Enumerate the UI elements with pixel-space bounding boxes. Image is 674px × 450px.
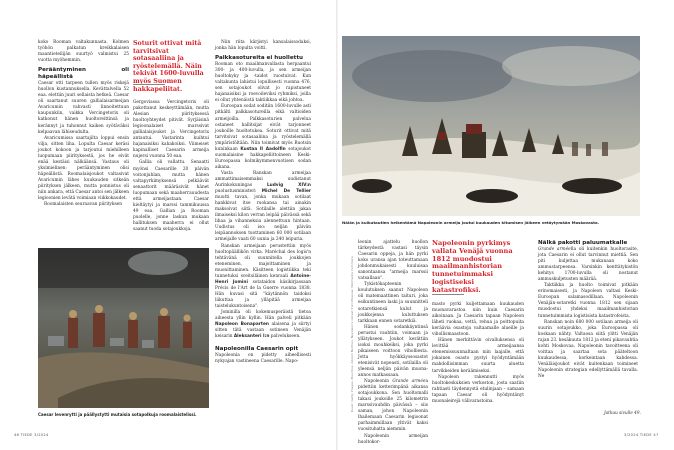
paragraph: Napoleonin armeijan huoltokor-	[358, 433, 428, 445]
paragraph: Rooman oto maailmanvallasta herpaantui 300- ja 400-luvulla, ja sen armeijan huoltokyky ja -taidot ruostuivat. Kun valtakunta lahistui lopullisesti vuonna 476, sen sotajoukot olivat jo rapistuneet hajanaisiksi ja roevoileviksi ryhmiksi, joilla ei ollut yhtenäistä taktiikkaa eikä johtoa.	[215, 62, 311, 104]
left-page-column-3	[215, 40, 311, 365]
text-run: puolustusministeri	[215, 189, 256, 195]
paragraph: Niin riita kärjistyi kansalaissodaksi, jonka hän lopulta voitti.	[215, 40, 311, 52]
photo-roman-soldiers	[38, 248, 209, 408]
paragraph: Tykistökapteenin koulutuksen saanut Napoleon oli matemaattinen taituri, joka esikuntineen laski ja suunnitteli sotaretkiensä kulut ja joukkojensa kuluttuksen tarkkaan ennen sotaretkiä.	[358, 282, 428, 324]
right-page-column-1	[358, 240, 428, 446]
paragraph: Napoleon rakennutti myös huoltokeskuksien verkoston, josta saatiin rahtiasti täydennystä etulinjaan – samaan tapaan Caesar oli hyödyntänyt muonaleirejä välivarastoina.	[432, 374, 524, 404]
left-page-column-1	[38, 40, 129, 208]
name-highlight: Antoine-Henri Jomini	[215, 273, 311, 285]
text-run: sotataidon käsikirjassaan Précis de l'Art de la Guerre vuonna 1838. Hän kuvasi sitä "käytännön taidoksi liikuttaa ja ylläpitää armeijaa taistelukuntoisena".	[215, 279, 311, 309]
paragraph	[538, 247, 638, 283]
name-highlight: Ludvig XIV:n	[266, 183, 311, 189]
page-gutter	[336, 0, 338, 450]
text-run: sotajoukot suomalaisine hakkapeliittoineen Keski-Euroopassa kolmikymmenvuotisen sodan aikana.	[215, 146, 311, 170]
paragraph: Roomalaisten seuraavan piirityksen	[44, 202, 122, 208]
painting-napoleon-retreat	[342, 36, 640, 216]
right-page-column-2	[432, 302, 524, 405]
paragraph: Gergoviassa Vercingetorix oli pakottanut keskeyttämään, mutta Alesian piirityksessä huoltoyhteydet pitivät. Syrjäisinä legioonalaiset marssivat gallialaisjoukot ja Vercingetorix antautui. Vastarinta kuihtui hajanaisiksi kahakoiksi. Viimeiset kapinalliset Caesarin armeija nujersi vuonna 50 eaa.	[133, 100, 209, 160]
page-folio-right: 3/2024 TIEDE 47	[624, 433, 659, 437]
paragraph: masto pyrki kuljettamaan kuukauden muonavarastoa niin kuin Caesarin aikoinaan. Ja Caesarin tapaan Napoleon läheti ruokaa, vettä, rehua ja polttopuita keräävia osastoja valtaamalle alueille ja vihollismaastoon.	[432, 302, 524, 338]
page-folio-left: 46 TIEDE 3/2024	[14, 433, 49, 437]
italic-term: Grande armée	[538, 247, 571, 252]
paragraph: Gallia oli vallattu. Senaatti myönsi Caesarille 20 päivän voitonjuhlan, mutta hänen valtapyrkimyksensä pelkäävät senaattorit määräsivät hänet luopumaan sekä maaherrauudesta että armeijastaan. Caesar kieltäytyi ja marssi tammikuussa 49 eaa. Gallian ja Rooman puolelle, jonne laskun mukaan hallituksen maaherra ei ollut saanut tuoda sotajoukkoja.	[133, 160, 209, 232]
text-run: palvelukseen.	[270, 334, 301, 340]
paragraph: Ranskan noin 680 000 sotilaan armeija oli suurin sotajoukko, joka Euroopassa oli koskaan nähty. Valtaosa siitä ylitti Venäjän rajan 23. kesäkuuta 1812 ja eteni pikavauhtia kohti Moskovaa. Napoleonin tavoitteena oli voittaa ja saartaa sota pääteltoon kuukaudessa, korkeintaan kahdessa. Venäläisjoukot eivät kuitenkaan toimineet Napoleonin strategian edellyttämällä tavalla. Ne	[538, 319, 638, 379]
paragraph: Taktiikka ja huolto toimivat pitkään erinomaisesti, ja Napoleon valtasi Keski-Euroopan salamasodillaan. Napoleonin Venäjän-sotaretki vuonna 1812 sen sijaan muodostui yhdeksi maailmanhistorian tunnetuimmista logistisista katastrofeista.	[538, 283, 638, 319]
section-heading: Palkkasotureita ei huollettu	[215, 55, 303, 62]
paragraph	[215, 104, 311, 171]
paragraph: koko Rooman valtakunnasta. Kolmen työhön palkatun kreikkalaisen maantieteilijän suurtyö valmistui 25 vuotta myöhemmin.	[38, 40, 129, 64]
paragraph: Napoleonia on pidetty aiheellisesti nykyajan vastineena Caesarille. Napo-	[215, 353, 311, 365]
text-run: muutti tavan, jonka mukaan sotilaat hankkivat itse ruokansa tai ainakin maksoivat siitä. Sotilaille alettiin jakaa ilmaiseksi kilon verran leipää päivässä sekä lihaa ja vihanneksia alennettuun hintaan. Uudistus oli iso: neljän päivän leipäannoksen tuottaminen 60 000 sotilaan armeijalle vaati 60 uunia ja 240 leipuria.	[215, 195, 311, 243]
paragraph	[215, 244, 311, 311]
name-highlight: Michel De Tellier	[261, 189, 311, 195]
image-caption: Caesar levenrytti ja päällystytti mutaisia sotapolkuja roomalaistelissi.	[38, 412, 197, 417]
paragraph	[215, 171, 311, 244]
pull-quote-rule	[432, 294, 464, 295]
text-run: Napoleonin	[364, 379, 390, 385]
name-highlight: Kustaa II Aadolfin	[240, 146, 286, 152]
text-run: alaisena ja siirtyi sitten tätä vastaan sotineen Venäjän keisarin	[215, 322, 311, 340]
article-photo-napoleon-retreat	[342, 36, 640, 216]
paragraph: leonin ajattelu huollon tärkeydestä vastasi täysin Caesarin oppeja, ja hän pyrki koko uransa ajan toteuttamaan johdonmukaisesti kuuluisaa sanontaansa "armeija marssii vatsallaan".	[358, 240, 428, 282]
pull-quote-rule	[133, 84, 165, 85]
paragraph	[215, 310, 311, 340]
paragraph: Caesar otti tarpeen tullen myös riskejä huollon kustannuksella. Kevättalvella 52 eaa. elettiin juuri sellaista hetkeä. Caesar oli saartanut suuren gallialaisarmeijan Avaricumin vahvasti linnoitettuun kaupunkiin, vaikka Vercingetorix oli katkonut hänen huoltoreittinsä ja kerännyt ja tuhonnut kaiken syötäväksi kelpaavan lähiseudulta.	[38, 81, 129, 135]
image-caption: Nälän ja kulkutautien heikentämä Napoleonin armeija joutui kuukauden kitumisen jälkeen vetäytymään Moskovasta.	[342, 220, 600, 225]
text-run: a pidettiin ketterimpänä aikansa sotajoukkona. Sen huoltomalli takasi joukoille 25 kilometrin marssivauhdin päivässä – siis saman, johon Napoleonin lhailemaan Caesarin legioonat parhaimmillaan yltivät kaksi vuosituhatta aiemmin.	[358, 379, 428, 433]
continued-note: Jatkuu sivulle 49.	[604, 410, 641, 415]
article-photo-roman-road	[38, 248, 209, 408]
text-run: Jominilla oli kokemusperäistä tietoa aiheesta yllin kyllin. Hän palveli pitkään	[215, 310, 311, 322]
section-heading: Perääntyminen oli häpeällistä	[38, 67, 129, 81]
text-run: Euroopan sodat soditiin 1600-luvulle asti pitkälti palkkasotureilla eikä valtioiden armeijoilla. Palkkasoturien palvelua ostaneet hallitsijat eivät tarjonneet joukoille huoltotukea. Soturit ottivat mitä tarvitsivat sotasaaliina ja ryöstelemällä ympäristöltään. Niin toimivat myös Ruotsin kuninkaan	[215, 104, 311, 152]
photo-credit: Kuvat: Getty Images, Mauritius, Adolph Northen, Napoleon's retreat from Moscow, Wikimedia Commons	[350, 256, 354, 412]
text-run: Ranskan armeijaan perustettiin myös huoltopäällikön virka. Maréchal des logis'n tehtävänä oli suunnitella joukkojen eteneminen, majoittaminen ja muonittaminen. Käsitteen logistiikka teki tunnetuksi sveitsiläinen kenraali	[215, 243, 311, 279]
text-run: lla oli kuitenkin huoltorasite, jota Caesarin ei ollut tarvinnut miettiä. Sen piti kuljettaa mukanaan koko ammustarpeensa. Varsinkin kenttätykistön kehitys 1700-luvulla oli nostanut ammuskuljetusten määrää.	[538, 247, 638, 283]
text-run: Vasta Ranskan armeijaa ammattimaisemmaksi uudistanut Aurinkokuningas	[215, 170, 311, 189]
name-highlight: Aleksanteri I:n	[233, 334, 270, 340]
pull-quote: Napoleonin pyrkimys vallata Venäjä vuonna 1812 muodostui maailmanhistorian tunnetuimmaksi logistiseksi katastrofiksi.	[432, 239, 513, 294]
paragraph	[358, 379, 428, 433]
paragraph: Hänen merkittävin oivalluksensa oli levittää armeijaansa etenemissuunnaltaan niin laajalle, että jokainen osasto pystyi hyödyntämään mahdollisimman suurta aluetta tarvikkeiden keräämiseksi.	[432, 338, 524, 374]
name-highlight: Napoleon Bonaparten	[215, 322, 269, 328]
italic-term: Grande armée	[392, 379, 426, 385]
paragraph: Hänen sodankäyntinsä perustui vauhtiin, voimaan ja yllätykseen. Joukot kerättiin isoksi mouhkeiksi, joka pyrki pikaiseen voittoon viholliesta. Jotta hyökkäyssosastot etenisivät nopeasti, sotilailla oli yleensä neljän päivän muona-annos matkassaan.	[358, 324, 428, 379]
section-heading: Nälkä pakotti paluumatkalle	[538, 240, 628, 246]
right-page-column-3	[538, 240, 638, 380]
paragraph: Avaricumissa saartajilta loppui ensin vilja, sitten liha. Lopulta Caesar keräsi joukot kokoon ja tarjoutui miehilleen luopumaan piirityksestä, jos he eivät enää kestäisi nälkäänsä. Vastaus oli yksimielinen: perääntyminen olisi häpeällistä. Roomalaisjoukot valtasivat Avaricumin lähes kuukauden sitkeän piirityksen jälkeen, mutta ponnistus oli niin ankara, että Caesar antoi sen jälkeen legioonien levätä voimiaan viikkokaudet.	[38, 135, 129, 202]
left-page-column-2	[133, 100, 209, 233]
pull-quote: Soturit ottivat mitä tarvitsivat sotasaaliina ja ryöstelemällä. Näin tekivät 1600-luvulla myös Suomen hakkapeliitat.	[133, 40, 204, 93]
section-heading: Napoleonilla Caesarin opit	[215, 346, 299, 353]
